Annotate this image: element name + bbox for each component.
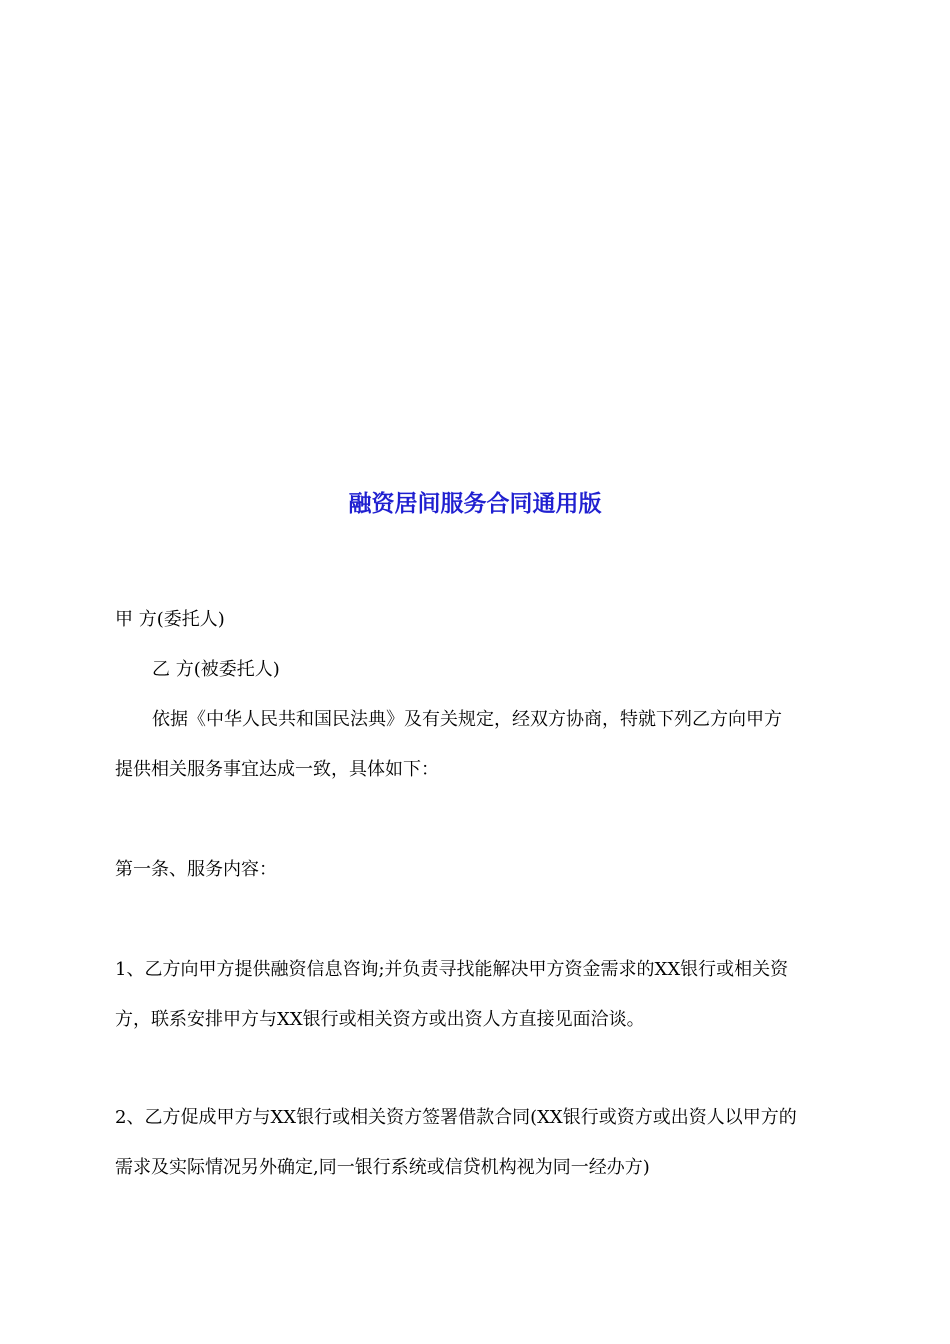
item-1-line-2: 方，联系安排甲方与XX银行或相关资方或出资人方直接见面洽谈。: [115, 1009, 645, 1030]
item-2-line-1: 2、乙方促成甲方与XX银行或相关资方签署借款合同(XX银行或资方或出资人以甲方的: [115, 1107, 797, 1128]
item-2-line-2: 需求及实际情况另外确定,同一银行系统或信贷机构视为同一经办方): [115, 1157, 650, 1178]
preamble-line-2: 提供相关服务事宜达成一致，具体如下：: [115, 759, 439, 780]
preamble-line-1: 依据《中华人民共和国民法典》及有关规定，经双方协商，特就下列乙方向甲方: [152, 709, 782, 730]
item-1-line-1: 1、乙方向甲方提供融资信息咨询;并负责寻找能解决甲方资金需求的XX银行或相关资: [115, 959, 789, 980]
party-a-line: 甲 方(委托人): [115, 609, 225, 630]
article-1-heading: 第一条、服务内容：: [115, 859, 277, 880]
party-b-line: 乙 方(被委托人): [152, 659, 280, 680]
document-title: 融资居间服务合同通用版: [348, 490, 602, 517]
